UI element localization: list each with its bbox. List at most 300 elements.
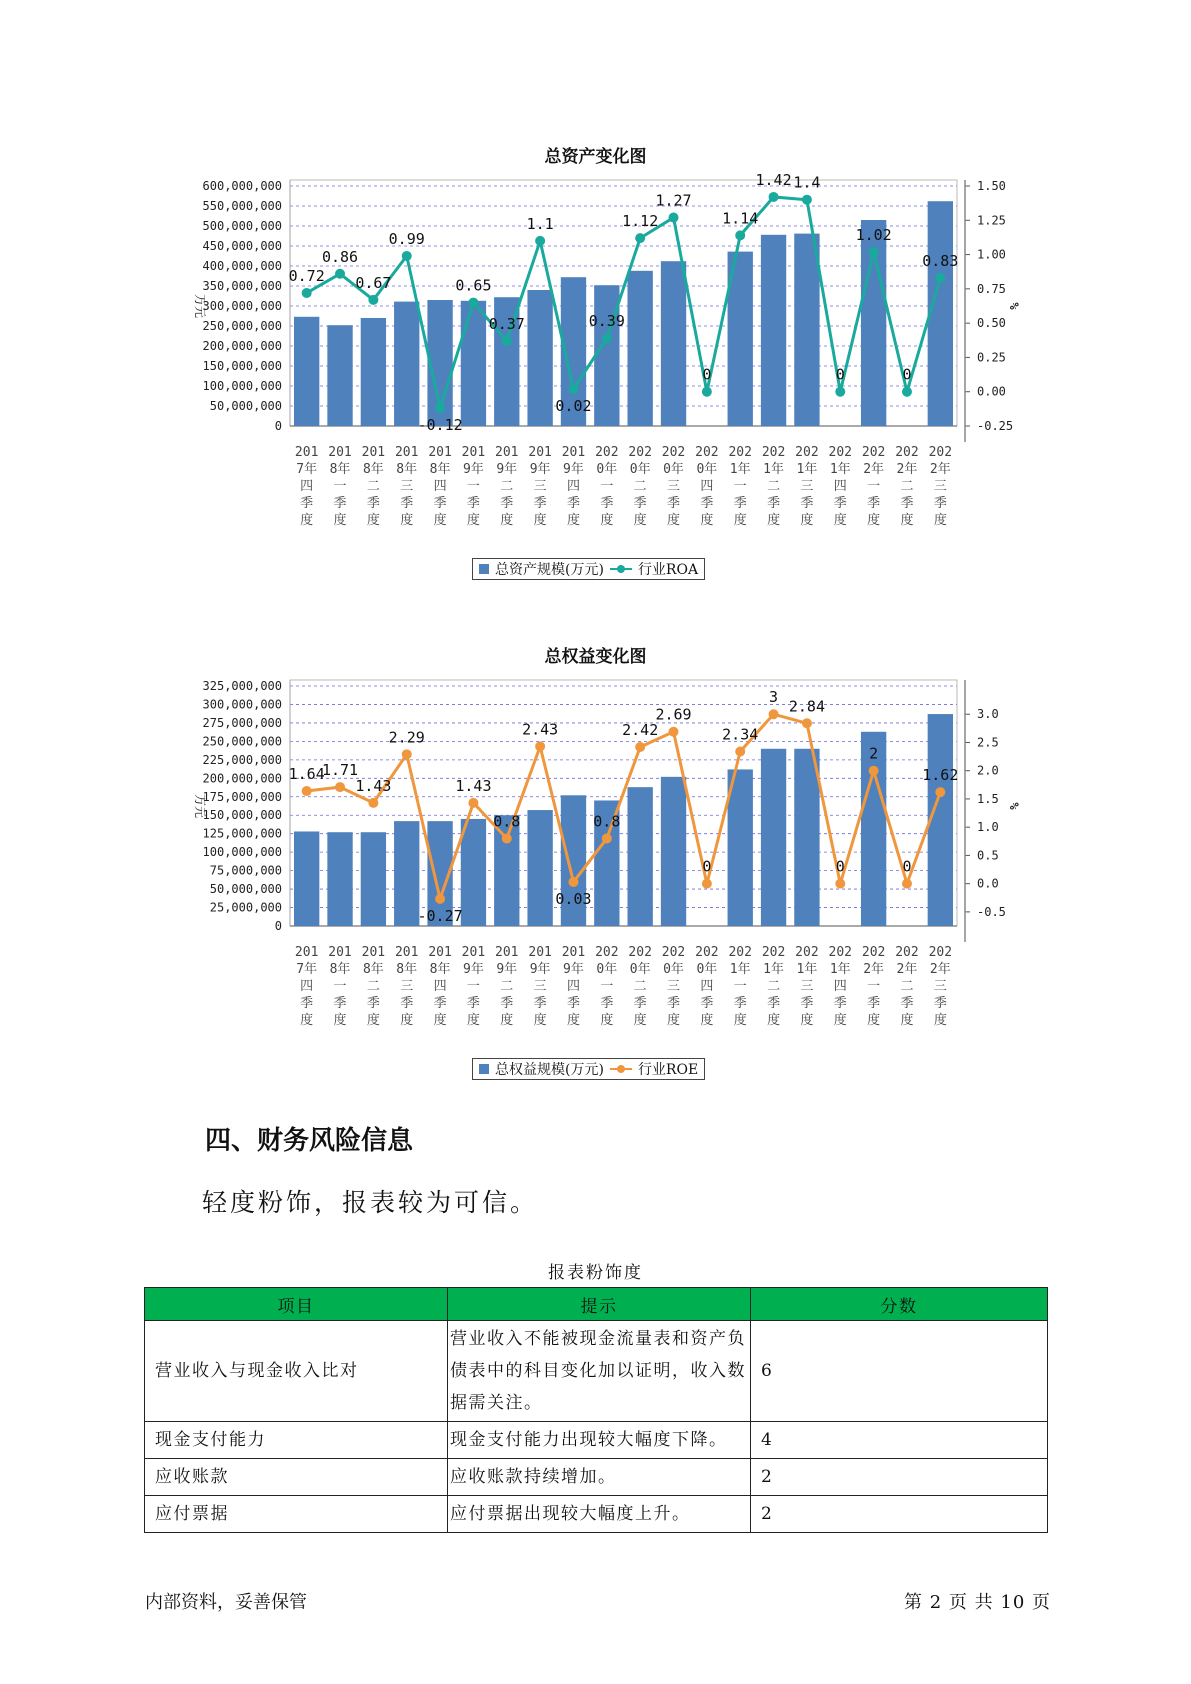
x-tick-label: 2年 — [929, 962, 951, 977]
x-tick-label: 季 — [867, 996, 881, 1011]
x-tick-label: 度 — [433, 513, 447, 528]
x-tick-label: 201 — [461, 445, 486, 460]
x-tick-label: 202 — [895, 445, 919, 460]
data-label: 0 — [702, 365, 712, 384]
line-point — [402, 251, 412, 261]
y-tick-label: 550,000,000 — [202, 199, 282, 213]
x-tick-label: 9年 — [563, 962, 584, 977]
x-tick-label: 1年 — [763, 462, 784, 477]
line-point — [835, 387, 845, 397]
x-tick-label: 度 — [833, 513, 847, 528]
x-tick-label: 季 — [733, 996, 747, 1011]
x-tick-label: 四 — [700, 479, 714, 494]
bar — [294, 831, 319, 926]
x-tick-label: 季 — [767, 996, 781, 1011]
asset-chart-svg — [0, 170, 1191, 590]
line-point — [468, 298, 478, 308]
data-label: 1.4 — [793, 173, 821, 192]
x-tick-label: 202 — [861, 945, 886, 960]
bar — [928, 201, 953, 426]
x-tick-label: 度 — [433, 1013, 447, 1028]
y2-tick-label: 1.0 — [977, 820, 999, 835]
data-label: 1.12 — [622, 212, 659, 231]
bar — [527, 810, 552, 926]
x-tick-label: 四 — [300, 479, 314, 494]
line-point — [568, 877, 578, 887]
data-label: 2.29 — [388, 728, 425, 747]
x-tick-label: 季 — [300, 996, 314, 1011]
x-tick-label: 四 — [700, 979, 714, 994]
x-tick-label: 8年 — [362, 962, 384, 977]
x-tick-label: 季 — [733, 496, 747, 511]
x-tick-label: 度 — [466, 513, 480, 528]
x-tick-label: 一 — [867, 979, 881, 994]
bar — [594, 285, 619, 426]
line-legend-swatch — [610, 1064, 632, 1074]
x-tick-label: 季 — [400, 496, 414, 511]
line-point — [502, 336, 512, 346]
x-tick-label: 201 — [561, 445, 586, 460]
y-tick-label: 0 — [274, 919, 282, 933]
x-tick-label: 度 — [933, 513, 947, 528]
x-tick-label: 季 — [700, 996, 714, 1011]
data-label: 2.43 — [522, 720, 559, 739]
equity-legend-line-label: 行业ROE — [637, 1062, 699, 1078]
y2-tick-label: -0.5 — [977, 904, 1006, 919]
x-tick-label: 度 — [767, 1013, 781, 1028]
line-point — [602, 833, 612, 843]
x-tick-label: 0年 — [696, 462, 718, 477]
line-point — [435, 894, 445, 904]
x-tick-label: 0年 — [596, 462, 618, 477]
x-tick-label: 季 — [933, 996, 947, 1011]
x-tick-label: 度 — [933, 1013, 947, 1028]
x-tick-label: 季 — [500, 496, 514, 511]
data-label: 1.71 — [321, 761, 359, 780]
x-tick-label: 季 — [300, 496, 314, 511]
x-tick-label: 201 — [328, 945, 352, 960]
bar — [327, 832, 352, 926]
y2-tick-label: -0.25 — [977, 419, 1014, 433]
data-label: 0 — [702, 857, 712, 876]
x-tick-label: 度 — [400, 1013, 414, 1028]
data-label: 0 — [835, 857, 845, 876]
x-tick-label: 二 — [767, 479, 781, 494]
bar — [794, 749, 819, 926]
x-tick-label: 202 — [861, 445, 886, 460]
x-tick-label: 9年 — [463, 462, 484, 477]
x-tick-label: 度 — [300, 513, 314, 528]
x-tick-label: 202 — [828, 945, 853, 960]
y-tick-label: 200,000,000 — [202, 771, 282, 786]
line-point — [735, 230, 745, 240]
x-tick-label: 季 — [366, 496, 380, 511]
y-tick-label: 0 — [274, 419, 282, 433]
x-tick-label: 2年 — [896, 462, 918, 477]
x-tick-label: 度 — [800, 513, 814, 528]
line-point — [802, 718, 812, 728]
line-point — [302, 786, 312, 796]
x-tick-label: 三 — [400, 979, 414, 994]
x-tick-label: 季 — [366, 996, 380, 1011]
row-hint: 应收账款持续增加。 — [448, 1459, 751, 1496]
x-tick-label: 度 — [867, 1013, 881, 1028]
x-tick-label: 季 — [500, 996, 514, 1011]
x-tick-label: 季 — [900, 496, 914, 511]
data-label: 2.42 — [622, 720, 659, 739]
x-tick-label: 一 — [333, 479, 347, 494]
x-tick-label: 季 — [400, 996, 414, 1011]
y-tick-label: 150,000,000 — [202, 808, 282, 823]
row-hint: 营业收入不能被现金流量表和资产负债表中的科目变化加以证明，收入数据需关注。 — [448, 1321, 751, 1422]
x-tick-label: 季 — [667, 496, 681, 511]
x-tick-label: 0年 — [696, 962, 718, 977]
x-tick-label: 8年 — [429, 962, 451, 977]
x-tick-label: 季 — [633, 496, 647, 511]
line-point — [568, 384, 578, 394]
x-tick-label: 度 — [667, 1013, 681, 1028]
x-tick-label: 度 — [500, 1013, 514, 1028]
x-tick-label: 9年 — [496, 962, 518, 977]
x-tick-label: 2年 — [929, 462, 951, 477]
x-tick-label: 202 — [661, 445, 686, 460]
x-tick-label: 202 — [795, 945, 819, 960]
x-tick-label: 202 — [695, 945, 719, 960]
x-tick-label: 季 — [633, 996, 647, 1011]
x-tick-label: 202 — [628, 945, 652, 960]
table-row — [145, 1459, 1048, 1496]
y-tick-label: 25,000,000 — [209, 900, 282, 915]
bar — [527, 290, 552, 426]
table-header-row — [145, 1288, 1048, 1321]
x-tick-label: 202 — [828, 445, 853, 460]
x-tick-label: 二 — [900, 479, 914, 494]
y2-axis-title: % — [1007, 802, 1021, 810]
line-point — [802, 195, 812, 205]
line-point — [835, 879, 845, 889]
row-item: 营业收入与现金收入比对 — [145, 1321, 448, 1422]
x-tick-label: 季 — [433, 496, 447, 511]
bar-legend-swatch — [479, 564, 489, 574]
y2-tick-label: 0.0 — [977, 876, 999, 891]
x-tick-label: 202 — [628, 445, 652, 460]
x-tick-label: 三 — [800, 979, 814, 994]
x-tick-label: 三 — [533, 979, 547, 994]
y-tick-label: 225,000,000 — [202, 752, 282, 767]
x-tick-label: 7年 — [296, 962, 318, 977]
line-point — [669, 727, 679, 737]
table-caption: 报表粉饰度 — [548, 1263, 643, 1283]
data-label: 1.43 — [355, 776, 392, 795]
x-tick-label: 1年 — [729, 462, 751, 477]
y2-tick-label: 2.0 — [977, 763, 999, 778]
x-tick-label: 季 — [466, 996, 480, 1011]
y2-tick-label: 0.75 — [977, 281, 1006, 296]
line-point — [935, 273, 945, 283]
x-tick-label: 2年 — [896, 962, 918, 977]
y-tick-label: 400,000,000 — [202, 259, 282, 273]
x-tick-label: 0年 — [629, 962, 651, 977]
y-tick-label: 100,000,000 — [202, 845, 282, 860]
x-tick-label: 202 — [695, 445, 719, 460]
bar — [661, 777, 686, 926]
x-tick-label: 度 — [500, 513, 514, 528]
x-tick-label: 1年 — [729, 962, 751, 977]
x-tick-label: 四 — [300, 979, 314, 994]
x-tick-label: 201 — [528, 945, 552, 960]
x-tick-label: 一 — [733, 479, 747, 494]
y-axis-title: 万元 — [193, 793, 207, 819]
x-tick-label: 二 — [900, 979, 914, 994]
bar — [461, 301, 486, 426]
bar — [394, 302, 419, 426]
x-tick-label: 201 — [495, 945, 519, 960]
bar-legend-swatch — [479, 1064, 489, 1074]
bar — [761, 749, 786, 926]
line-point — [869, 766, 879, 776]
y2-axis-title: % — [1007, 302, 1021, 310]
line-point — [502, 833, 512, 843]
line-point — [635, 233, 645, 243]
x-tick-label: 季 — [566, 496, 580, 511]
line-point — [935, 787, 945, 797]
data-label: 0.37 — [488, 314, 525, 333]
y2-tick-label: 1.50 — [977, 179, 1006, 193]
line-point — [635, 742, 645, 752]
x-tick-label: 度 — [667, 513, 681, 528]
x-tick-label: 二 — [366, 479, 380, 494]
x-tick-label: 季 — [867, 496, 881, 511]
x-tick-label: 三 — [400, 479, 414, 494]
x-tick-label: 一 — [733, 979, 747, 994]
x-tick-label: 度 — [700, 1013, 714, 1028]
x-tick-label: 度 — [400, 513, 414, 528]
data-label: 0.02 — [555, 396, 592, 415]
bar — [661, 261, 686, 426]
bar — [361, 318, 386, 426]
data-label: 1.1 — [526, 214, 554, 233]
data-label: 0 — [835, 365, 845, 384]
x-tick-label: 度 — [533, 513, 547, 528]
x-tick-label: 8年 — [429, 462, 451, 477]
y-tick-label: 100,000,000 — [202, 379, 282, 393]
row-score: 2 — [751, 1496, 1048, 1533]
x-tick-label: 四 — [433, 479, 447, 494]
risk-table — [144, 1287, 1048, 1533]
line-point — [769, 709, 779, 719]
data-label: 0.72 — [288, 266, 325, 285]
y-tick-label: 250,000,000 — [202, 734, 282, 749]
equity-chart-legend — [472, 1058, 705, 1080]
line-legend-swatch — [610, 564, 632, 574]
x-tick-label: 202 — [661, 945, 686, 960]
y-tick-label: 50,000,000 — [209, 399, 282, 413]
bar — [494, 815, 519, 926]
table-row — [145, 1496, 1048, 1533]
x-tick-label: 季 — [600, 496, 614, 511]
x-tick-label: 201 — [294, 945, 319, 960]
line-point — [702, 387, 712, 397]
data-label: 0 — [902, 857, 912, 876]
x-tick-label: 201 — [528, 445, 552, 460]
y2-tick-label: 3.0 — [977, 707, 999, 722]
x-tick-label: 三 — [933, 479, 947, 494]
y-tick-label: 75,000,000 — [209, 863, 282, 878]
y2-tick-label: 0.00 — [977, 384, 1006, 399]
section-heading: 四、财务风险信息 — [205, 1126, 414, 1156]
x-tick-label: 季 — [800, 996, 814, 1011]
data-label: 0.03 — [555, 889, 592, 908]
asset-chart-title: 总资产变化图 — [544, 147, 647, 167]
x-tick-label: 三 — [533, 479, 547, 494]
x-tick-label: 8年 — [329, 462, 351, 477]
data-label: 1.62 — [922, 766, 959, 785]
x-tick-label: 202 — [928, 945, 953, 960]
x-tick-label: 季 — [767, 496, 781, 511]
x-tick-label: 季 — [333, 496, 347, 511]
x-tick-label: 四 — [833, 979, 847, 994]
x-tick-label: 201 — [394, 445, 419, 460]
x-tick-label: 四 — [833, 479, 847, 494]
y-tick-label: 500,000,000 — [202, 219, 282, 233]
y-tick-label: 50,000,000 — [209, 882, 282, 897]
bar — [294, 317, 319, 426]
x-tick-label: 四 — [566, 479, 580, 494]
x-tick-label: 度 — [733, 1013, 747, 1028]
y2-tick-label: 1.00 — [977, 247, 1006, 262]
y-tick-label: 175,000,000 — [202, 789, 282, 804]
x-tick-label: 季 — [433, 996, 447, 1011]
x-tick-label: 度 — [900, 513, 914, 528]
line-point — [402, 749, 412, 759]
data-label: 2 — [869, 744, 879, 763]
x-tick-label: 四 — [433, 979, 447, 994]
y-tick-label: 275,000,000 — [202, 715, 282, 730]
data-label: 1.64 — [288, 765, 325, 784]
x-tick-label: 0年 — [629, 462, 651, 477]
x-tick-label: 二 — [767, 979, 781, 994]
data-label: 1.27 — [655, 191, 692, 210]
row-hint: 应付票据出现较大幅度上升。 — [448, 1496, 751, 1533]
x-tick-label: 8年 — [329, 962, 351, 977]
x-tick-label: 一 — [333, 979, 347, 994]
header-item: 项目 — [145, 1288, 448, 1321]
x-tick-label: 一 — [600, 979, 614, 994]
x-tick-label: 202 — [928, 445, 953, 460]
footer-page-number: 第 2 页 共 10 页 — [904, 1592, 1051, 1613]
line-point — [368, 798, 378, 808]
data-label: 1.42 — [755, 170, 792, 189]
x-tick-label: 四 — [566, 979, 580, 994]
x-tick-label: 季 — [333, 996, 347, 1011]
data-label: 0.8 — [493, 812, 521, 831]
x-tick-label: 度 — [366, 513, 380, 528]
x-tick-label: 1年 — [796, 962, 818, 977]
header-score: 分数 — [751, 1288, 1048, 1321]
x-tick-label: 季 — [833, 996, 847, 1011]
x-tick-label: 季 — [466, 496, 480, 511]
x-tick-label: 二 — [500, 479, 514, 494]
x-tick-label: 201 — [428, 445, 452, 460]
data-label: 0.86 — [321, 247, 359, 266]
asset-chart-legend — [472, 558, 705, 580]
data-label: -0.27 — [417, 906, 463, 925]
x-tick-label: 201 — [294, 445, 319, 460]
x-tick-label: 三 — [933, 979, 947, 994]
x-tick-label: 度 — [300, 1013, 314, 1028]
y-axis-title: 万元 — [193, 293, 207, 319]
x-tick-label: 202 — [761, 445, 786, 460]
y2-tick-label: 1.5 — [977, 791, 999, 806]
x-tick-label: 二 — [366, 979, 380, 994]
x-tick-label: 度 — [333, 1013, 347, 1028]
bar — [628, 271, 653, 426]
line-point — [535, 236, 545, 246]
y2-tick-label: 2.5 — [977, 735, 999, 750]
x-tick-label: 0年 — [663, 962, 684, 977]
data-label: 0.67 — [355, 273, 392, 292]
x-tick-label: 季 — [900, 996, 914, 1011]
x-tick-label: 二 — [500, 979, 514, 994]
row-hint: 现金支付能力出现较大幅度下降。 — [448, 1422, 751, 1459]
data-label: 0.65 — [455, 276, 492, 295]
line-point — [902, 387, 912, 397]
x-tick-label: 度 — [633, 513, 647, 528]
bar — [761, 235, 786, 426]
y-tick-label: 450,000,000 — [202, 239, 282, 253]
x-tick-label: 度 — [600, 513, 614, 528]
asset-chart — [0, 140, 1191, 600]
line-point — [535, 741, 545, 751]
x-tick-label: 季 — [566, 996, 580, 1011]
x-tick-label: 202 — [895, 945, 919, 960]
x-tick-label: 9年 — [463, 962, 484, 977]
x-tick-label: 一 — [466, 979, 480, 994]
x-tick-label: 季 — [833, 496, 847, 511]
x-tick-label: 201 — [328, 445, 352, 460]
x-tick-label: 9年 — [496, 462, 518, 477]
data-label: -0.12 — [417, 416, 463, 435]
data-label: 3 — [769, 688, 779, 707]
data-label: 2.84 — [788, 697, 825, 716]
x-tick-label: 201 — [361, 445, 386, 460]
x-tick-label: 二 — [633, 479, 647, 494]
x-tick-label: 201 — [361, 945, 386, 960]
x-tick-label: 度 — [867, 513, 881, 528]
x-tick-label: 201 — [428, 945, 452, 960]
y-tick-label: 125,000,000 — [202, 826, 282, 841]
x-tick-label: 2年 — [863, 962, 885, 977]
line-point — [435, 403, 445, 413]
x-tick-label: 二 — [633, 979, 647, 994]
data-label: 0 — [902, 365, 912, 384]
x-tick-label: 201 — [394, 945, 419, 960]
bar — [327, 325, 352, 426]
x-tick-label: 201 — [461, 945, 486, 960]
x-tick-label: 一 — [466, 479, 480, 494]
line-point — [702, 879, 712, 889]
x-tick-label: 1年 — [829, 462, 851, 477]
line-point — [368, 295, 378, 305]
section-text: 轻度粉饰，报表较为可信。 — [202, 1188, 539, 1217]
x-tick-label: 1年 — [796, 462, 818, 477]
y-tick-label: 600,000,000 — [202, 179, 282, 193]
x-tick-label: 度 — [366, 1013, 380, 1028]
data-label: 0.83 — [922, 251, 959, 270]
bar — [361, 832, 386, 926]
x-tick-label: 0年 — [663, 462, 684, 477]
x-tick-label: 季 — [800, 496, 814, 511]
